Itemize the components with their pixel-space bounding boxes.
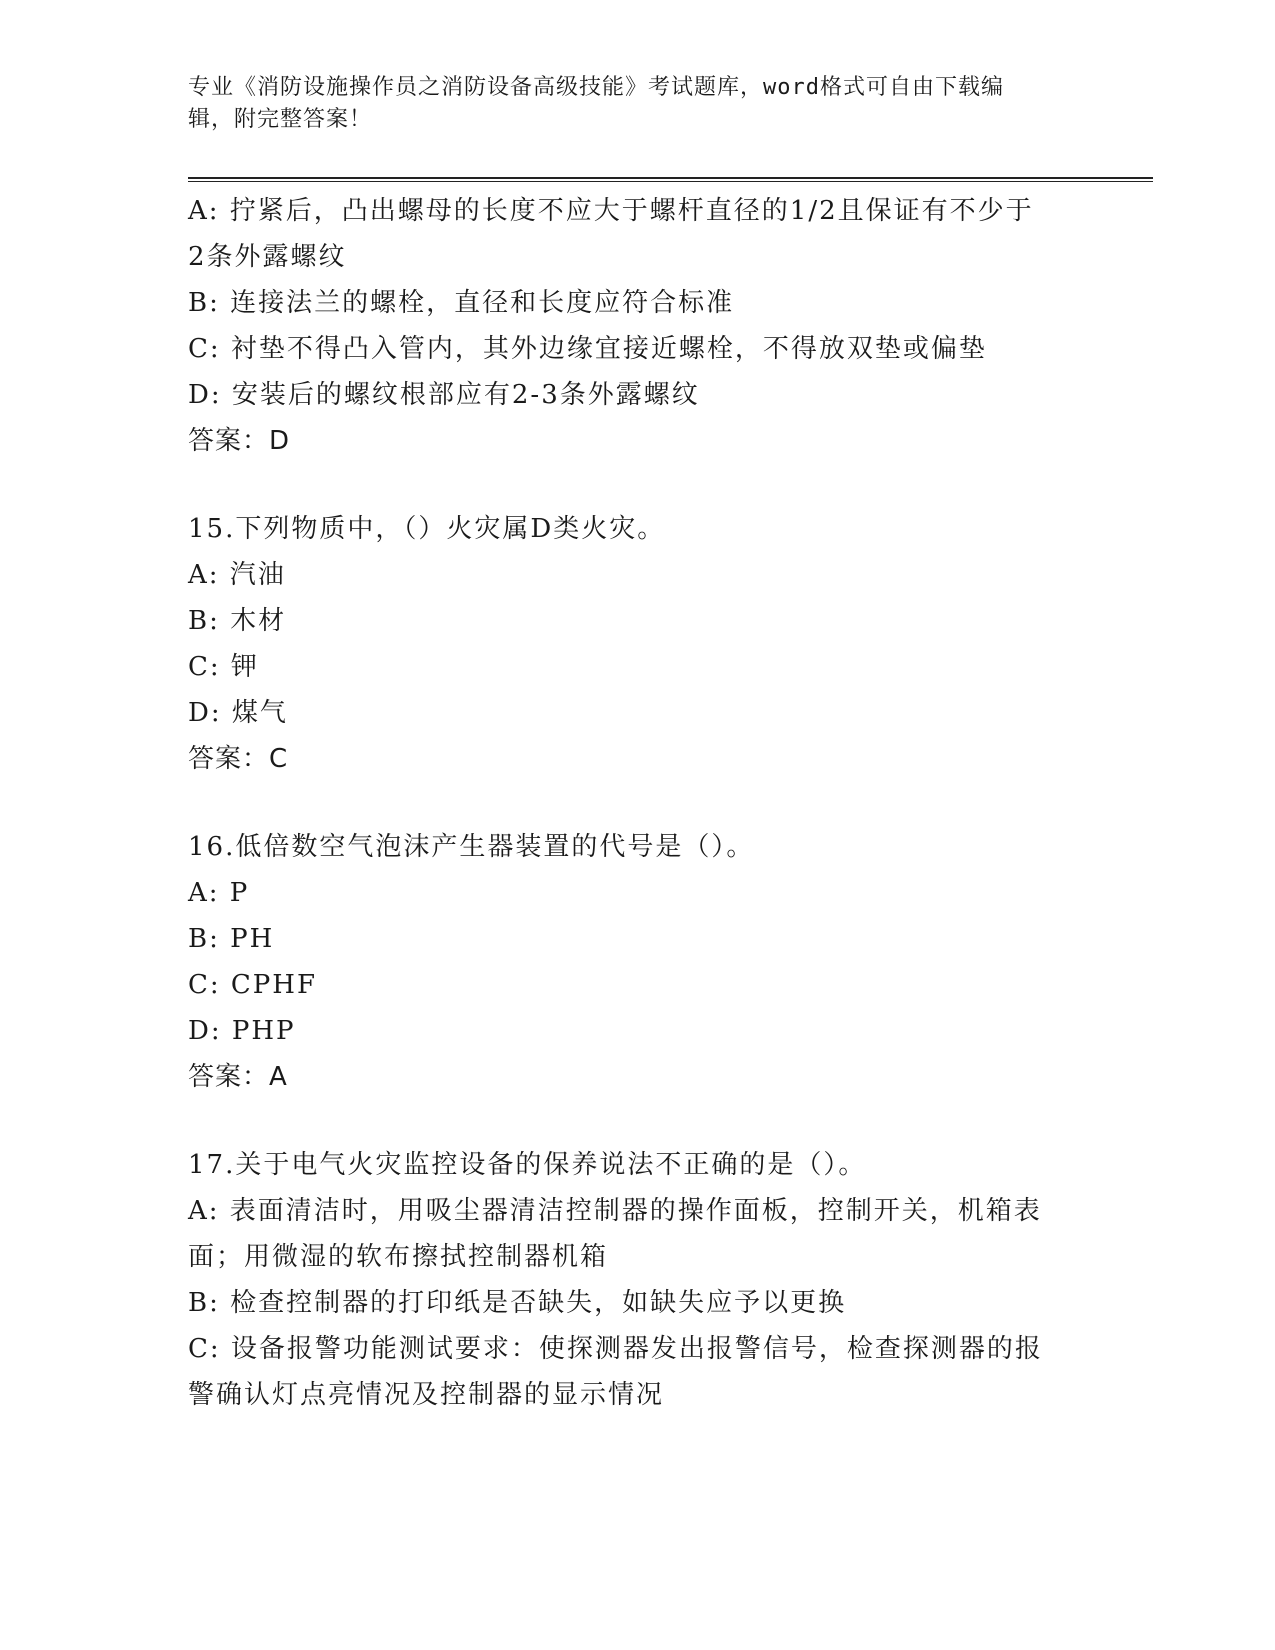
option-b: B: 检查控制器的打印纸是否缺失，如缺失应予以更换 [188,1288,847,1318]
header-line-1: 专业《消防设施操作员之消防设备高级技能》考试题库，word格式可自由下载编 [188,75,1004,100]
option-b: B: PH [188,924,275,954]
option-a-line-1: A: 表面清洁时，用吸尘器清洁控制器的操作面板，控制开关，机箱表 [188,1196,1042,1226]
option-c-line-1: C: 设备报警功能测试要求：使探测器发出报警信号，检查探测器的报 [188,1334,1043,1364]
option-c-line-2: 警确认灯点亮情况及控制器的显示情况 [188,1380,665,1410]
header-divider-thin [188,181,1153,182]
question-text: 15.下列物质中，（）火灾属D类火灾。 [188,514,666,544]
question-text: 17.关于电气火灾监控设备的保养说法不正确的是（）。 [188,1150,867,1180]
spacer [188,464,1088,506]
question-15 [188,506,1088,782]
option-c: C: 钾 [188,652,259,682]
answer-label: 答案：A [188,1062,288,1092]
option-c: C: CPHF [188,970,318,1000]
option-d: D: 安装后的螺纹根部应有2-3条外露螺纹 [188,380,700,410]
document-header [188,72,1068,136]
option-c: C: 衬垫不得凸入管内，其外边缘宜接近螺栓，不得放双垫或偏垫 [188,334,987,364]
spacer [188,1100,1088,1142]
option-b: B: 木材 [188,606,287,636]
question-17 [188,1142,1088,1418]
question-text: 16.低倍数空气泡沫产生器装置的代号是（）。 [188,832,755,862]
header-divider-thick [188,177,1153,179]
option-d: D: 煤气 [188,698,288,728]
answer-label: 答案：C [188,744,289,774]
option-a-line-2: 面；用微湿的软布擦拭控制器机箱 [188,1242,609,1272]
spacer [188,782,1088,824]
header-line-2: 辑，附完整答案！ [188,107,373,132]
option-a: A: P [188,878,250,908]
option-a-line-2: 2条外露螺纹 [188,242,347,272]
option-d: D: PHP [188,1016,296,1046]
answer-label: 答案：D [188,426,291,456]
option-b: B: 连接法兰的螺栓，直径和长度应符合标准 [188,288,735,318]
question-list [188,188,1088,1418]
question-14-tail [188,188,1088,464]
option-a: A: 汽油 [188,560,286,590]
option-a-line-1: A: 拧紧后，凸出螺母的长度不应大于螺杆直径的1/2且保证有不少于 [188,196,1034,226]
question-16 [188,824,1088,1100]
